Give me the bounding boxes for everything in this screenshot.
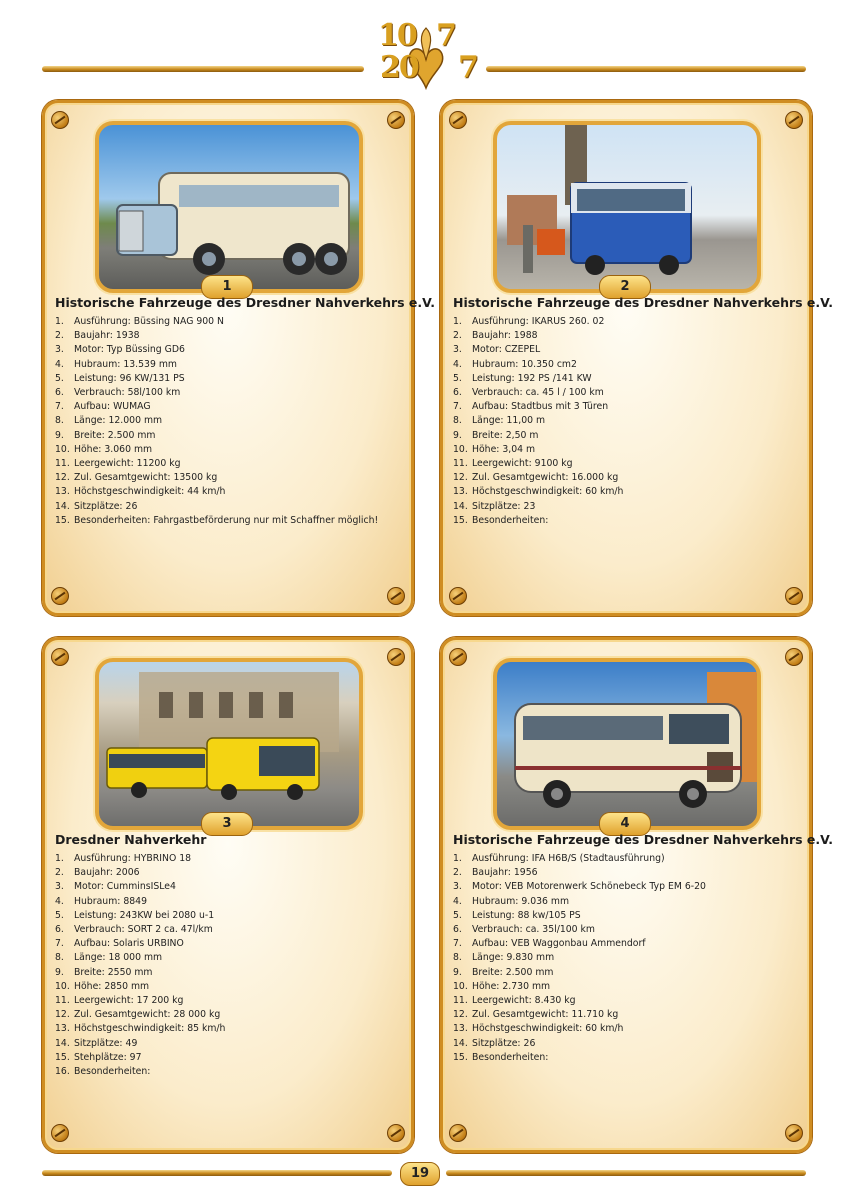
anniversary-logo: 10 7 20 7 xyxy=(376,16,476,92)
spec-number: 1. xyxy=(55,853,64,864)
spec-text: Zul. Gesamtgewicht: 11.710 kg xyxy=(472,1009,619,1021)
screw-icon xyxy=(785,111,803,129)
spec-item xyxy=(453,443,623,457)
spec-item xyxy=(55,315,378,329)
spec-text: Baujahr: 1956 xyxy=(472,867,538,879)
header-rule-right xyxy=(486,66,806,72)
spec-list xyxy=(453,315,623,528)
spec-text: Motor: VEB Motorenwerk Schönebeck Typ EM 6-20 xyxy=(472,881,706,893)
spec-number: 9. xyxy=(453,429,462,441)
spec-text: Zul. Gesamtgewicht: 16.000 kg xyxy=(472,472,619,484)
spec-number: 4. xyxy=(453,895,462,907)
spec-item xyxy=(453,866,706,880)
spec-text: Hubraum: 10.350 cm2 xyxy=(472,358,577,370)
spec-number: 16. xyxy=(55,1066,70,1078)
spec-number: 9. xyxy=(453,966,462,978)
spec-item xyxy=(453,343,623,357)
spec-text: Breite: 2.500 mm xyxy=(472,966,554,978)
screw-icon xyxy=(387,587,405,605)
spec-item xyxy=(453,500,623,514)
spec-item xyxy=(55,895,225,909)
card-title: Historische Fahrzeuge des Dresdner Nahverkehrs e.V. xyxy=(453,832,833,847)
spec-number: 9. xyxy=(55,429,64,441)
spec-item xyxy=(453,994,706,1008)
spec-item xyxy=(453,315,623,329)
spec-item xyxy=(55,966,225,980)
screw-icon xyxy=(449,111,467,129)
spec-text: Sitzplätze: 26 xyxy=(74,500,138,512)
spec-item xyxy=(55,937,225,951)
spec-item xyxy=(453,1037,706,1051)
spec-item xyxy=(55,329,378,343)
spec-number: 5. xyxy=(55,372,64,384)
spec-item xyxy=(453,852,706,866)
spec-text: Motor: Typ Büssing GD6 xyxy=(74,344,185,356)
spec-item xyxy=(453,895,706,909)
spec-number: 8. xyxy=(55,415,64,427)
spec-text: Besonderheiten: xyxy=(472,1051,549,1063)
spec-number: 13. xyxy=(453,486,468,498)
spec-item xyxy=(453,951,706,965)
spec-item xyxy=(453,909,706,923)
spec-text: Baujahr: 1938 xyxy=(74,330,140,342)
spec-number: 12. xyxy=(55,472,70,484)
screw-icon xyxy=(51,587,69,605)
bus-photo-ifa xyxy=(493,658,761,830)
spec-item xyxy=(453,923,706,937)
spec-text: Aufbau: Stadtbus mit 3 Türen xyxy=(472,401,609,413)
spec-item xyxy=(55,485,378,499)
bus-photo-buessing xyxy=(95,121,363,293)
screw-icon xyxy=(785,1124,803,1142)
spec-text: Besonderheiten: xyxy=(74,1066,151,1078)
vehicle-card-4 xyxy=(440,637,833,1153)
spec-item xyxy=(453,358,623,372)
spec-text: Länge: 12.000 mm xyxy=(74,415,163,427)
spec-text: Verbrauch: ca. 35l/100 km xyxy=(472,924,595,936)
card-number-badge: 4 xyxy=(599,812,651,836)
spec-item xyxy=(453,400,623,414)
spec-number: 7. xyxy=(453,401,462,413)
screw-icon xyxy=(387,111,405,129)
spec-number: 11. xyxy=(55,995,70,1007)
spec-number: 9. xyxy=(55,966,64,978)
spec-number: 10. xyxy=(453,980,468,992)
vehicle-card-1 xyxy=(42,100,435,616)
spec-text: Zul. Gesamtgewicht: 13500 kg xyxy=(74,472,218,484)
spec-number: 3. xyxy=(453,344,462,356)
spec-number: 3. xyxy=(453,881,462,893)
spec-text: Höchstgeschwindigkeit: 60 km/h xyxy=(472,1023,624,1035)
spec-number: 1. xyxy=(453,853,462,864)
spec-number: 14. xyxy=(55,500,70,512)
spec-item xyxy=(55,358,378,372)
spec-text: Leistung: 192 PS /141 KW xyxy=(472,372,592,384)
spec-text: Hubraum: 9.036 mm xyxy=(472,895,570,907)
spec-item xyxy=(55,1008,225,1022)
spec-item xyxy=(55,1022,225,1036)
card-number-badge: 2 xyxy=(599,275,651,299)
spec-item xyxy=(453,937,706,951)
bus-photo-ikarus xyxy=(493,121,761,293)
card-title: Historische Fahrzeuge des Dresdner Nahverkehrs e.V. xyxy=(55,295,435,310)
spec-number: 3. xyxy=(55,344,64,356)
spec-item xyxy=(55,852,225,866)
spec-number: 5. xyxy=(453,909,462,921)
spec-number: 2. xyxy=(453,330,462,342)
spec-number: 12. xyxy=(453,1009,468,1021)
spec-text: Höchstgeschwindigkeit: 44 km/h xyxy=(74,486,226,498)
spec-item xyxy=(453,1008,706,1022)
spec-text: Sitzplätze: 23 xyxy=(472,500,536,512)
spec-text: Sitzplätze: 26 xyxy=(472,1037,536,1049)
spec-text: Länge: 11,00 m xyxy=(472,415,546,427)
spec-item xyxy=(453,485,623,499)
screw-icon xyxy=(387,1124,405,1142)
spec-text: Ausführung: IFA H6B/S (Stadtausführung) xyxy=(472,853,665,864)
spec-text: Höhe: 3.060 mm xyxy=(74,443,153,455)
spec-item xyxy=(55,500,378,514)
spec-number: 12. xyxy=(453,472,468,484)
spec-number: 3. xyxy=(55,881,64,893)
spec-number: 2. xyxy=(453,867,462,879)
spec-text: Höhe: 2850 mm xyxy=(74,980,150,992)
spec-item xyxy=(453,980,706,994)
spec-number: 8. xyxy=(453,952,462,964)
spec-number: 6. xyxy=(55,924,64,936)
spec-item xyxy=(55,994,225,1008)
spec-text: Verbrauch: SORT 2 ca. 47l/km xyxy=(74,924,213,936)
spec-item xyxy=(453,386,623,400)
spec-text: Hubraum: 13.539 mm xyxy=(74,358,177,370)
spec-text: Stehplätze: 97 xyxy=(74,1051,142,1063)
spec-number: 13. xyxy=(55,1023,70,1035)
spec-text: Aufbau: Solaris URBINO xyxy=(74,938,184,950)
spec-number: 11. xyxy=(453,458,468,470)
vehicle-card-3 xyxy=(42,637,414,1153)
card-title: Historische Fahrzeuge des Dresdner Nahverkehrs e.V. xyxy=(453,295,833,310)
spec-item xyxy=(55,471,378,485)
screw-icon xyxy=(51,648,69,666)
spec-number: 10. xyxy=(55,443,70,455)
spec-item xyxy=(55,923,225,937)
screw-icon xyxy=(51,111,69,129)
spec-text: Besonderheiten: xyxy=(472,514,549,526)
spec-number: 4. xyxy=(55,895,64,907)
card-number-badge: 1 xyxy=(201,275,253,299)
spec-number: 1. xyxy=(55,316,64,327)
spec-number: 15. xyxy=(453,1051,468,1063)
spec-item xyxy=(453,457,623,471)
spec-item xyxy=(55,1065,225,1079)
spec-number: 10. xyxy=(453,443,468,455)
spec-item xyxy=(453,966,706,980)
spec-item xyxy=(453,1022,706,1036)
spec-text: Höchstgeschwindigkeit: 60 km/h xyxy=(472,486,624,498)
footer-rule-left xyxy=(42,1170,392,1176)
spec-text: Ausführung: HYBRINO 18 xyxy=(74,853,192,864)
spec-text: Verbrauch: ca. 45 l / 100 km xyxy=(472,387,604,399)
spec-number: 15. xyxy=(55,514,70,526)
spec-text: Baujahr: 2006 xyxy=(74,867,140,879)
spec-item xyxy=(55,343,378,357)
spec-item xyxy=(55,1051,225,1065)
screw-icon xyxy=(449,587,467,605)
spec-number: 2. xyxy=(55,330,64,342)
bus-photo-hybrino xyxy=(95,658,363,830)
spec-item xyxy=(55,386,378,400)
spec-text: Baujahr: 1988 xyxy=(472,330,538,342)
spec-number: 13. xyxy=(453,1023,468,1035)
spec-number: 11. xyxy=(55,458,70,470)
screw-icon xyxy=(449,648,467,666)
spec-text: Länge: 9.830 mm xyxy=(472,952,555,964)
screw-icon xyxy=(785,587,803,605)
spec-item xyxy=(453,372,623,386)
spec-number: 15. xyxy=(453,514,468,526)
spec-number: 5. xyxy=(453,372,462,384)
spec-item xyxy=(453,880,706,894)
spec-text: Leergewicht: 17 200 kg xyxy=(74,995,184,1007)
header-rule-left xyxy=(42,66,364,72)
spec-list xyxy=(55,315,378,528)
spec-number: 4. xyxy=(55,358,64,370)
spec-item xyxy=(55,400,378,414)
screw-icon xyxy=(51,1124,69,1142)
footer-rule-right xyxy=(446,1170,806,1176)
spec-number: 14. xyxy=(55,1037,70,1049)
screw-icon xyxy=(449,1124,467,1142)
spec-number: 8. xyxy=(453,415,462,427)
spec-number: 14. xyxy=(453,1037,468,1049)
vehicle-card-2 xyxy=(440,100,833,616)
spec-text: Leistung: 88 kw/105 PS xyxy=(472,909,581,921)
spec-number: 10. xyxy=(55,980,70,992)
spec-number: 1. xyxy=(453,316,462,327)
spec-number: 7. xyxy=(55,938,64,950)
spec-text: Ausführung: IKARUS 260. 02 xyxy=(472,316,605,327)
spec-text: Motor: CZEPEL xyxy=(472,344,541,356)
spec-item xyxy=(453,1051,706,1065)
spec-text: Ausführung: Büssing NAG 900 N xyxy=(74,316,225,327)
spec-item xyxy=(55,951,225,965)
spec-number: 13. xyxy=(55,486,70,498)
spec-text: Leistung: 243KW bei 2080 u-1 xyxy=(74,909,215,921)
screw-icon xyxy=(785,648,803,666)
spec-item xyxy=(453,471,623,485)
spec-list xyxy=(55,852,225,1079)
spec-text: Leergewicht: 8.430 kg xyxy=(472,995,576,1007)
spec-text: Besonderheiten: Fahrgastbeförderung nur mit Schaffner möglich! xyxy=(74,514,379,526)
spec-item xyxy=(453,329,623,343)
spec-item xyxy=(55,866,225,880)
spec-number: 7. xyxy=(453,938,462,950)
spec-item xyxy=(55,909,225,923)
spec-text: Leergewicht: 9100 kg xyxy=(472,458,573,470)
spec-text: Sitzplätze: 49 xyxy=(74,1037,138,1049)
screw-icon xyxy=(387,648,405,666)
spec-text: Verbrauch: 58l/100 km xyxy=(74,387,181,399)
spec-item xyxy=(55,1037,225,1051)
spec-number: 11. xyxy=(453,995,468,1007)
spec-text: Aufbau: WUMAG xyxy=(74,401,151,413)
spec-number: 6. xyxy=(453,387,462,399)
spec-item xyxy=(55,880,225,894)
spec-item xyxy=(55,443,378,457)
spec-text: Hubraum: 8849 xyxy=(74,895,147,907)
spec-text: Leistung: 96 KW/131 PS xyxy=(74,372,185,384)
spec-number: 14. xyxy=(453,500,468,512)
spec-number: 12. xyxy=(55,1009,70,1021)
spec-item xyxy=(55,980,225,994)
spec-text: Höhe: 2.730 mm xyxy=(472,980,551,992)
spec-item xyxy=(55,372,378,386)
spec-text: Breite: 2550 mm xyxy=(74,966,153,978)
spec-text: Länge: 18 000 mm xyxy=(74,952,163,964)
spec-number: 7. xyxy=(55,401,64,413)
spec-item xyxy=(453,429,623,443)
spec-text: Breite: 2,50 m xyxy=(472,429,539,441)
spec-item xyxy=(55,514,378,528)
card-title: Dresdner Nahverkehr xyxy=(55,832,207,847)
spec-number: 5. xyxy=(55,909,64,921)
spec-number: 8. xyxy=(55,952,64,964)
spec-text: Motor: CumminsISLe4 xyxy=(74,881,176,893)
spec-text: Höchstgeschwindigkeit: 85 km/h xyxy=(74,1023,226,1035)
spec-text: Aufbau: VEB Waggonbau Ammendorf xyxy=(472,938,646,950)
spec-item xyxy=(55,414,378,428)
spec-number: 15. xyxy=(55,1051,70,1063)
spec-text: Leergewicht: 11200 kg xyxy=(74,458,181,470)
spec-number: 2. xyxy=(55,867,64,879)
spec-item xyxy=(55,457,378,471)
spec-item xyxy=(453,414,623,428)
spec-number: 6. xyxy=(55,387,64,399)
card-number-badge: 3 xyxy=(201,812,253,836)
spec-text: Höhe: 3,04 m xyxy=(472,443,536,455)
spec-text: Zul. Gesamtgewicht: 28 000 kg xyxy=(74,1009,221,1021)
spec-item xyxy=(453,514,623,528)
spec-number: 6. xyxy=(453,924,462,936)
spec-text: Breite: 2.500 mm xyxy=(74,429,156,441)
spec-number: 4. xyxy=(453,358,462,370)
page-number: 19 xyxy=(400,1162,440,1186)
spec-list xyxy=(453,852,706,1065)
spec-item xyxy=(55,429,378,443)
